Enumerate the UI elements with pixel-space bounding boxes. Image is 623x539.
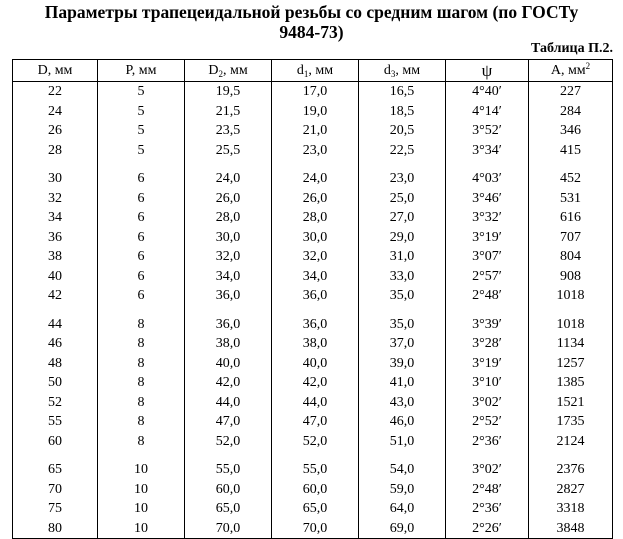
cell-d3: 43,0	[359, 393, 446, 413]
cell-d1: 44,0	[272, 393, 359, 413]
cell-d1: 21,0	[272, 121, 359, 141]
cell-D2: 60,0	[185, 480, 272, 500]
cell-psi: 4°40′	[446, 82, 529, 102]
cell-D: 24	[13, 102, 98, 122]
cell-d1: 23,0	[272, 141, 359, 161]
table-row	[13, 102, 613, 122]
cell-A: 908	[529, 267, 613, 287]
header-d1-base: d	[296, 62, 304, 78]
header-D2-base: D	[208, 62, 219, 78]
cell-D: 30	[13, 160, 98, 189]
cell-psi: 3°10′	[446, 373, 529, 393]
cell-psi: 3°07′	[446, 247, 529, 267]
cell-P: 6	[98, 267, 185, 287]
cell-d1: 32,0	[272, 247, 359, 267]
cell-A: 3848	[529, 519, 613, 539]
header-psi: ψ	[446, 60, 529, 82]
table-row	[13, 228, 613, 248]
cell-D2: 55,0	[185, 451, 272, 480]
cell-P: 6	[98, 189, 185, 209]
table-body	[13, 82, 613, 539]
table-row	[13, 451, 613, 480]
cell-D: 52	[13, 393, 98, 413]
table-row	[13, 354, 613, 374]
table-row	[13, 306, 613, 335]
cell-D: 26	[13, 121, 98, 141]
cell-psi: 2°52′	[446, 412, 529, 432]
header-A-sup: 2	[585, 60, 591, 71]
cell-d3: 16,5	[359, 82, 446, 102]
cell-A: 1385	[529, 373, 613, 393]
cell-D: 40	[13, 267, 98, 287]
cell-D: 48	[13, 354, 98, 374]
cell-P: 10	[98, 480, 185, 500]
cell-psi: 2°26′	[446, 519, 529, 539]
header-row	[13, 60, 613, 82]
table-row	[13, 432, 613, 452]
cell-A: 3318	[529, 499, 613, 519]
cell-D: 28	[13, 141, 98, 161]
cell-D2: 52,0	[185, 432, 272, 452]
cell-A: 1735	[529, 412, 613, 432]
cell-P: 8	[98, 334, 185, 354]
title-line-1: Параметры трапецеидальной резьбы со средним шагом (по ГОСТу	[44, 2, 579, 22]
cell-P: 5	[98, 102, 185, 122]
header-A-base: A, мм	[550, 62, 586, 78]
cell-D2: 65,0	[185, 499, 272, 519]
cell-psi: 2°57′	[446, 267, 529, 287]
table-row	[13, 189, 613, 209]
cell-d3: 46,0	[359, 412, 446, 432]
header-D2-sub: 2	[218, 68, 223, 79]
table-row	[13, 208, 613, 228]
cell-A: 1134	[529, 334, 613, 354]
cell-psi: 3°19′	[446, 228, 529, 248]
cell-D2: 28,0	[185, 208, 272, 228]
table-row	[13, 247, 613, 267]
cell-d3: 39,0	[359, 354, 446, 374]
cell-psi: 2°48′	[446, 480, 529, 500]
cell-D2: 19,5	[185, 82, 272, 102]
cell-A: 616	[529, 208, 613, 228]
cell-d3: 31,0	[359, 247, 446, 267]
cell-P: 6	[98, 208, 185, 228]
header-d3-sub: 3	[390, 68, 396, 79]
cell-psi: 3°46′	[446, 189, 529, 209]
cell-A: 531	[529, 189, 613, 209]
cell-d1: 28,0	[272, 208, 359, 228]
cell-P: 8	[98, 354, 185, 374]
cell-D: 80	[13, 519, 98, 539]
cell-d3: 35,0	[359, 286, 446, 306]
cell-A: 284	[529, 102, 613, 122]
table-row	[13, 160, 613, 189]
cell-P: 5	[98, 141, 185, 161]
cell-D2: 34,0	[185, 267, 272, 287]
cell-D2: 25,5	[185, 141, 272, 161]
header-D2-unit: , мм	[222, 62, 248, 78]
header-d3-base: d	[383, 62, 391, 78]
cell-A: 346	[529, 121, 613, 141]
cell-D: 36	[13, 228, 98, 248]
cell-psi: 3°39′	[446, 306, 529, 335]
cell-d1: 36,0	[272, 286, 359, 306]
cell-D2: 47,0	[185, 412, 272, 432]
cell-d3: 54,0	[359, 451, 446, 480]
cell-d3: 29,0	[359, 228, 446, 248]
cell-A: 1018	[529, 306, 613, 335]
cell-psi: 2°48′	[446, 286, 529, 306]
cell-P: 8	[98, 393, 185, 413]
cell-d1: 17,0	[272, 82, 359, 102]
cell-d1: 30,0	[272, 228, 359, 248]
cell-psi: 3°02′	[446, 393, 529, 413]
cell-psi: 3°52′	[446, 121, 529, 141]
cell-D2: 32,0	[185, 247, 272, 267]
cell-D2: 36,0	[185, 306, 272, 335]
cell-psi: 3°28′	[446, 334, 529, 354]
table-row	[13, 82, 613, 102]
cell-P: 5	[98, 82, 185, 102]
cell-d3: 22,5	[359, 141, 446, 161]
cell-d3: 37,0	[359, 334, 446, 354]
cell-d3: 23,0	[359, 160, 446, 189]
cell-D: 34	[13, 208, 98, 228]
table-row	[13, 286, 613, 306]
cell-d1: 65,0	[272, 499, 359, 519]
cell-d3: 41,0	[359, 373, 446, 393]
header-D2	[185, 60, 272, 82]
cell-D2: 21,5	[185, 102, 272, 122]
cell-d3: 59,0	[359, 480, 446, 500]
cell-D: 22	[13, 82, 98, 102]
cell-psi: 3°19′	[446, 354, 529, 374]
header-d1-unit: , мм	[308, 62, 334, 78]
cell-A: 1018	[529, 286, 613, 306]
cell-psi: 2°36′	[446, 499, 529, 519]
cell-psi: 3°34′	[446, 141, 529, 161]
cell-d1: 40,0	[272, 354, 359, 374]
thread-parameters-table	[12, 59, 613, 539]
cell-d3: 64,0	[359, 499, 446, 519]
document-title	[0, 2, 623, 42]
header-A	[529, 60, 613, 82]
table-row	[13, 141, 613, 161]
cell-D: 55	[13, 412, 98, 432]
cell-psi: 2°36′	[446, 432, 529, 452]
cell-d1: 42,0	[272, 373, 359, 393]
cell-D: 46	[13, 334, 98, 354]
cell-d1: 36,0	[272, 306, 359, 335]
cell-d1: 26,0	[272, 189, 359, 209]
cell-d1: 38,0	[272, 334, 359, 354]
cell-P: 8	[98, 373, 185, 393]
cell-D2: 36,0	[185, 286, 272, 306]
cell-D2: 70,0	[185, 519, 272, 539]
header-P: P, мм	[98, 60, 185, 82]
cell-P: 6	[98, 228, 185, 248]
cell-D2: 24,0	[185, 160, 272, 189]
cell-d3: 25,0	[359, 189, 446, 209]
cell-P: 8	[98, 306, 185, 335]
cell-P: 10	[98, 499, 185, 519]
cell-D2: 30,0	[185, 228, 272, 248]
title-line-2: 9484-73)	[279, 22, 344, 42]
cell-d3: 35,0	[359, 306, 446, 335]
cell-A: 804	[529, 247, 613, 267]
table-row	[13, 373, 613, 393]
cell-D2: 23,5	[185, 121, 272, 141]
cell-A: 2124	[529, 432, 613, 452]
table-row	[13, 519, 613, 539]
cell-D: 75	[13, 499, 98, 519]
cell-P: 6	[98, 286, 185, 306]
cell-psi: 3°02′	[446, 451, 529, 480]
cell-P: 8	[98, 412, 185, 432]
cell-d3: 69,0	[359, 519, 446, 539]
cell-d3: 27,0	[359, 208, 446, 228]
cell-A: 1521	[529, 393, 613, 413]
table-row	[13, 267, 613, 287]
cell-D2: 44,0	[185, 393, 272, 413]
cell-D: 44	[13, 306, 98, 335]
cell-d1: 34,0	[272, 267, 359, 287]
cell-d1: 55,0	[272, 451, 359, 480]
cell-d1: 52,0	[272, 432, 359, 452]
cell-P: 10	[98, 519, 185, 539]
cell-D2: 26,0	[185, 189, 272, 209]
cell-D: 38	[13, 247, 98, 267]
cell-D: 70	[13, 480, 98, 500]
cell-psi: 3°32′	[446, 208, 529, 228]
header-D: D, мм	[13, 60, 98, 82]
cell-d3: 33,0	[359, 267, 446, 287]
header-d1-sub: 1	[303, 68, 309, 79]
cell-D: 50	[13, 373, 98, 393]
cell-A: 415	[529, 141, 613, 161]
cell-P: 6	[98, 160, 185, 189]
table-row	[13, 480, 613, 500]
cell-A: 1257	[529, 354, 613, 374]
cell-d3: 18,5	[359, 102, 446, 122]
cell-P: 8	[98, 432, 185, 452]
cell-A: 707	[529, 228, 613, 248]
table-row	[13, 412, 613, 432]
cell-D2: 38,0	[185, 334, 272, 354]
cell-P: 5	[98, 121, 185, 141]
cell-D2: 42,0	[185, 373, 272, 393]
cell-D: 65	[13, 451, 98, 480]
header-d1	[272, 60, 359, 82]
header-d3	[359, 60, 446, 82]
cell-psi: 4°14′	[446, 102, 529, 122]
cell-A: 227	[529, 82, 613, 102]
cell-d3: 20,5	[359, 121, 446, 141]
cell-D2: 40,0	[185, 354, 272, 374]
cell-D: 42	[13, 286, 98, 306]
cell-d1: 47,0	[272, 412, 359, 432]
cell-A: 452	[529, 160, 613, 189]
table-row	[13, 499, 613, 519]
cell-d1: 19,0	[272, 102, 359, 122]
cell-d1: 70,0	[272, 519, 359, 539]
cell-psi: 4°03′	[446, 160, 529, 189]
cell-A: 2376	[529, 451, 613, 480]
table-row	[13, 393, 613, 413]
header-d3-unit: , мм	[395, 62, 421, 78]
cell-D: 32	[13, 189, 98, 209]
table-label: Таблица П.2.	[530, 41, 613, 56]
cell-A: 2827	[529, 480, 613, 500]
cell-D: 60	[13, 432, 98, 452]
cell-d3: 51,0	[359, 432, 446, 452]
table-row	[13, 334, 613, 354]
cell-d1: 24,0	[272, 160, 359, 189]
cell-P: 10	[98, 451, 185, 480]
cell-d1: 60,0	[272, 480, 359, 500]
table-row	[13, 121, 613, 141]
cell-P: 6	[98, 247, 185, 267]
